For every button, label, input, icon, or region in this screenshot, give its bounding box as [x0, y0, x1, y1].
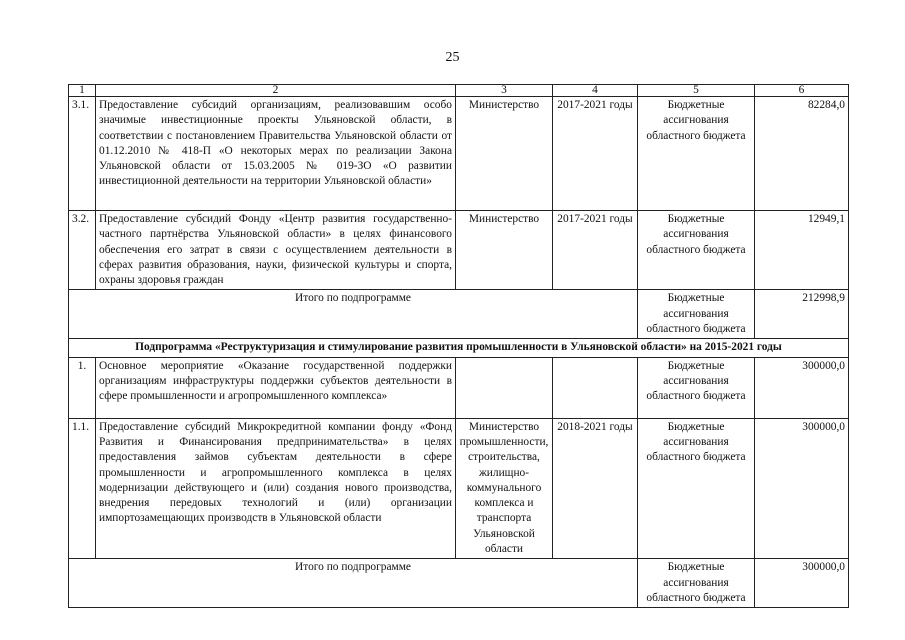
table-row: [69, 97, 849, 211]
row-name: Предоставление субсидий Фонду «Центр развития государственно-частного партнёрства Ульяновской области» в целях финансового обеспечения его затрат в связи с осуществлением деятельности в сферах развития образования, науки, физической культуры и спорта, охраны здоровья граждан: [96, 211, 456, 290]
section-header-row: [69, 339, 849, 357]
row-executor: Министерство: [456, 211, 553, 290]
subtotal-amount: 300000,0: [755, 559, 849, 608]
row-name: Предоставление субсидий Микрокредитной компании фонду «Фонд Развития и Финансирования предпринимательства» в целях предоставления займов субъектам деятельности в сфере промышленности и агропромышленного комплекса в целях модернизации действующего и (или) создания нового производства, внедрения передовых технологий и (или) организации импортозамещающих производств в Ульяновской области: [96, 418, 456, 559]
row-amount: 300000,0: [755, 418, 849, 559]
page-number: 25: [445, 50, 460, 65]
subtotal-source: Бюджетные ассигнования областного бюджета: [638, 290, 755, 339]
subtotal-source: Бюджетные ассигнования областного бюджета: [638, 559, 755, 608]
column-header: 2: [96, 85, 456, 97]
row-name: Предоставление субсидий организациям, реализовавшим особо значимые инвестиционные проекты Ульяновской области, в соответствии с постановлением Правительства Ульяновской области от 01.12.2010 № 418-П «О некоторых мерах по реализации Закона Ульяновской области от 15.03.2005 № 019-ЗО «О развитии инвестиционной деятельности на территории Ульяновской области»: [96, 97, 456, 211]
row-executor: Министерство промышленности, строительства, жилищно-коммунального комплекса и транспорта Ульяновской области: [456, 418, 553, 559]
row-name: Основное мероприятие «Оказание государственной поддержки организациям инфраструктуры поддержки субъектов деятельности в сфере промышленности и агропромышленного комплекса»: [96, 357, 456, 418]
row-source: Бюджетные ассигнования областного бюджета: [638, 418, 755, 559]
row-source: Бюджетные ассигнования областного бюджета: [638, 357, 755, 418]
row-number: 3.2.: [69, 211, 96, 290]
subtotal-amount: 212998,9: [755, 290, 849, 339]
row-amount: 82284,0: [755, 97, 849, 211]
row-executor: [456, 357, 553, 418]
subtotal-row: [69, 290, 849, 339]
table-row: [69, 211, 849, 290]
row-source: Бюджетные ассигнования областного бюджета: [638, 97, 755, 211]
row-amount: 12949,1: [755, 211, 849, 290]
column-header: 1: [69, 85, 96, 97]
table-header-row: [69, 85, 849, 97]
row-period: [553, 357, 638, 418]
row-period: 2017-2021 годы: [553, 211, 638, 290]
column-header: 6: [755, 85, 849, 97]
column-header: 3: [456, 85, 553, 97]
column-header: 5: [638, 85, 755, 97]
row-number: 3.1.: [69, 97, 96, 211]
row-number: 1.1.: [69, 418, 96, 559]
row-number: 1.: [69, 357, 96, 418]
table-row: [69, 357, 849, 418]
row-period: 2018-2021 годы: [553, 418, 638, 559]
table-row: [69, 418, 849, 559]
subtotal-label: Итого по подпрограмме: [69, 559, 638, 608]
row-source: Бюджетные ассигнования областного бюджета: [638, 211, 755, 290]
row-executor: Министерство: [456, 97, 553, 211]
subtotal-row: [69, 559, 849, 608]
row-period: 2017-2021 годы: [553, 97, 638, 211]
subtotal-label: Итого по подпрограмме: [69, 290, 638, 339]
program-table: [68, 84, 849, 608]
row-amount: 300000,0: [755, 357, 849, 418]
column-header: 4: [553, 85, 638, 97]
section-title: Подпрограмма «Реструктуризация и стимулирование развития промышленности в Ульяновской области» на 2015-2021 годы: [69, 339, 849, 357]
